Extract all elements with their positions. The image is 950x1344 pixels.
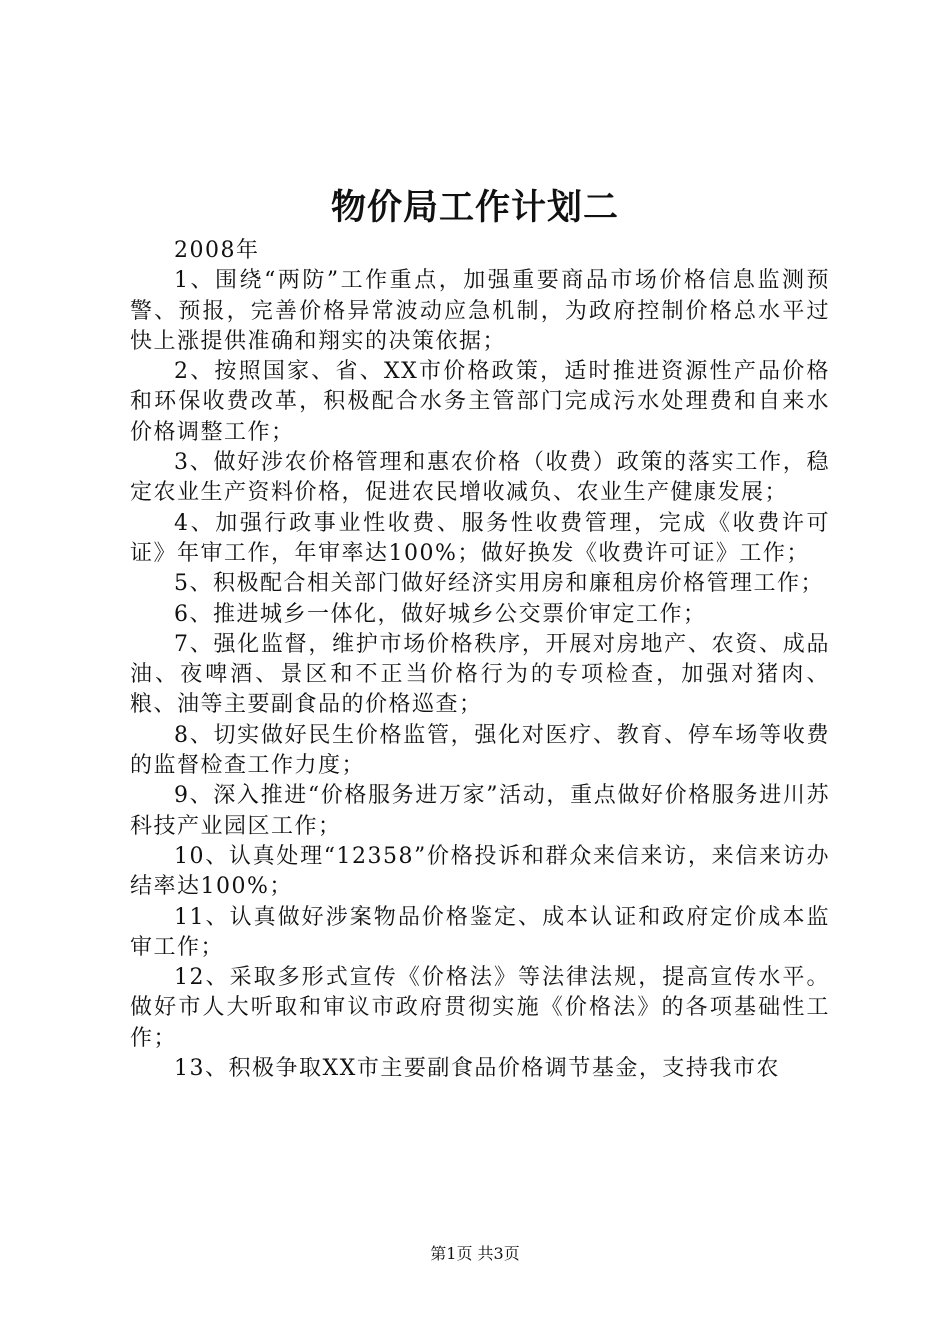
document-body (130, 236, 830, 1084)
paragraph-9: 9、深入推进“价格服务进万家”活动，重点做好价格服务进川苏科技产业园区工作； (130, 783, 830, 839)
page-footer: 第1页 共3页 (430, 1244, 520, 1263)
paragraph-2: 2、按照国家、省、XX市价格政策，适时推进资源性产品价格和环保收费改革，积极配合水务主管部门完成污水处理费和自来水价格调整工作； (130, 359, 830, 445)
paragraph-12: 12、采取多形式宣传《价格法》等法律法规，提高宣传水平。做好市人大听取和审议市政府贯彻实施《价格法》的各项基础性工作； (130, 965, 830, 1051)
paragraph-10: 10、认真处理“12358”价格投诉和群众来信来访，来信来访办结率达100%； (130, 843, 830, 900)
paragraph-11: 11、认真做好涉案物品价格鉴定、成本认证和政府定价成本监审工作； (130, 904, 830, 960)
paragraph-13: 13、积极争取XX市主要副食品价格调节基金，支持我市农 (174, 1056, 780, 1082)
paragraph-7: 7、强化监督，维护市场价格秩序，开展对房地产、农资、成品油、夜啤酒、景区和不正当价格行为的专项检查，加强对猪肉、粮、油等主要副食品的价格巡查； (130, 631, 830, 718)
paragraph-4: 4、加强行政事业性收费、服务性收费管理，完成《收费许可证》年审工作，年审率达100%；做好换发《收费许可证》工作； (130, 510, 830, 566)
paragraph-5: 5、积极配合相关部门做好经济实用房和廉租房价格管理工作； (174, 571, 824, 597)
paragraph-6: 6、推进城乡一体化，做好城乡公交票价审定工作； (174, 601, 707, 627)
paragraph-3: 3、做好涉农价格管理和惠农价格（收费）政策的落实工作，稳定农业生产资料价格，促进农民增收减负、农业生产健康发展； (130, 450, 830, 506)
paragraph-1: 1、围绕“两防”工作重点，加强重要商品市场价格信息监测预警、预报，完善价格异常波动应急机制，为政府控制价格总水平过快上涨提供准确和翔实的决策依据； (130, 268, 830, 354)
paragraph-8: 8、切实做好民生价格监管，强化对医疗、教育、停车场等收费的监督检查工作力度； (130, 722, 830, 779)
document-title: 物价局工作计划二 (330, 187, 619, 228)
year-line: 2008年 (174, 238, 260, 263)
